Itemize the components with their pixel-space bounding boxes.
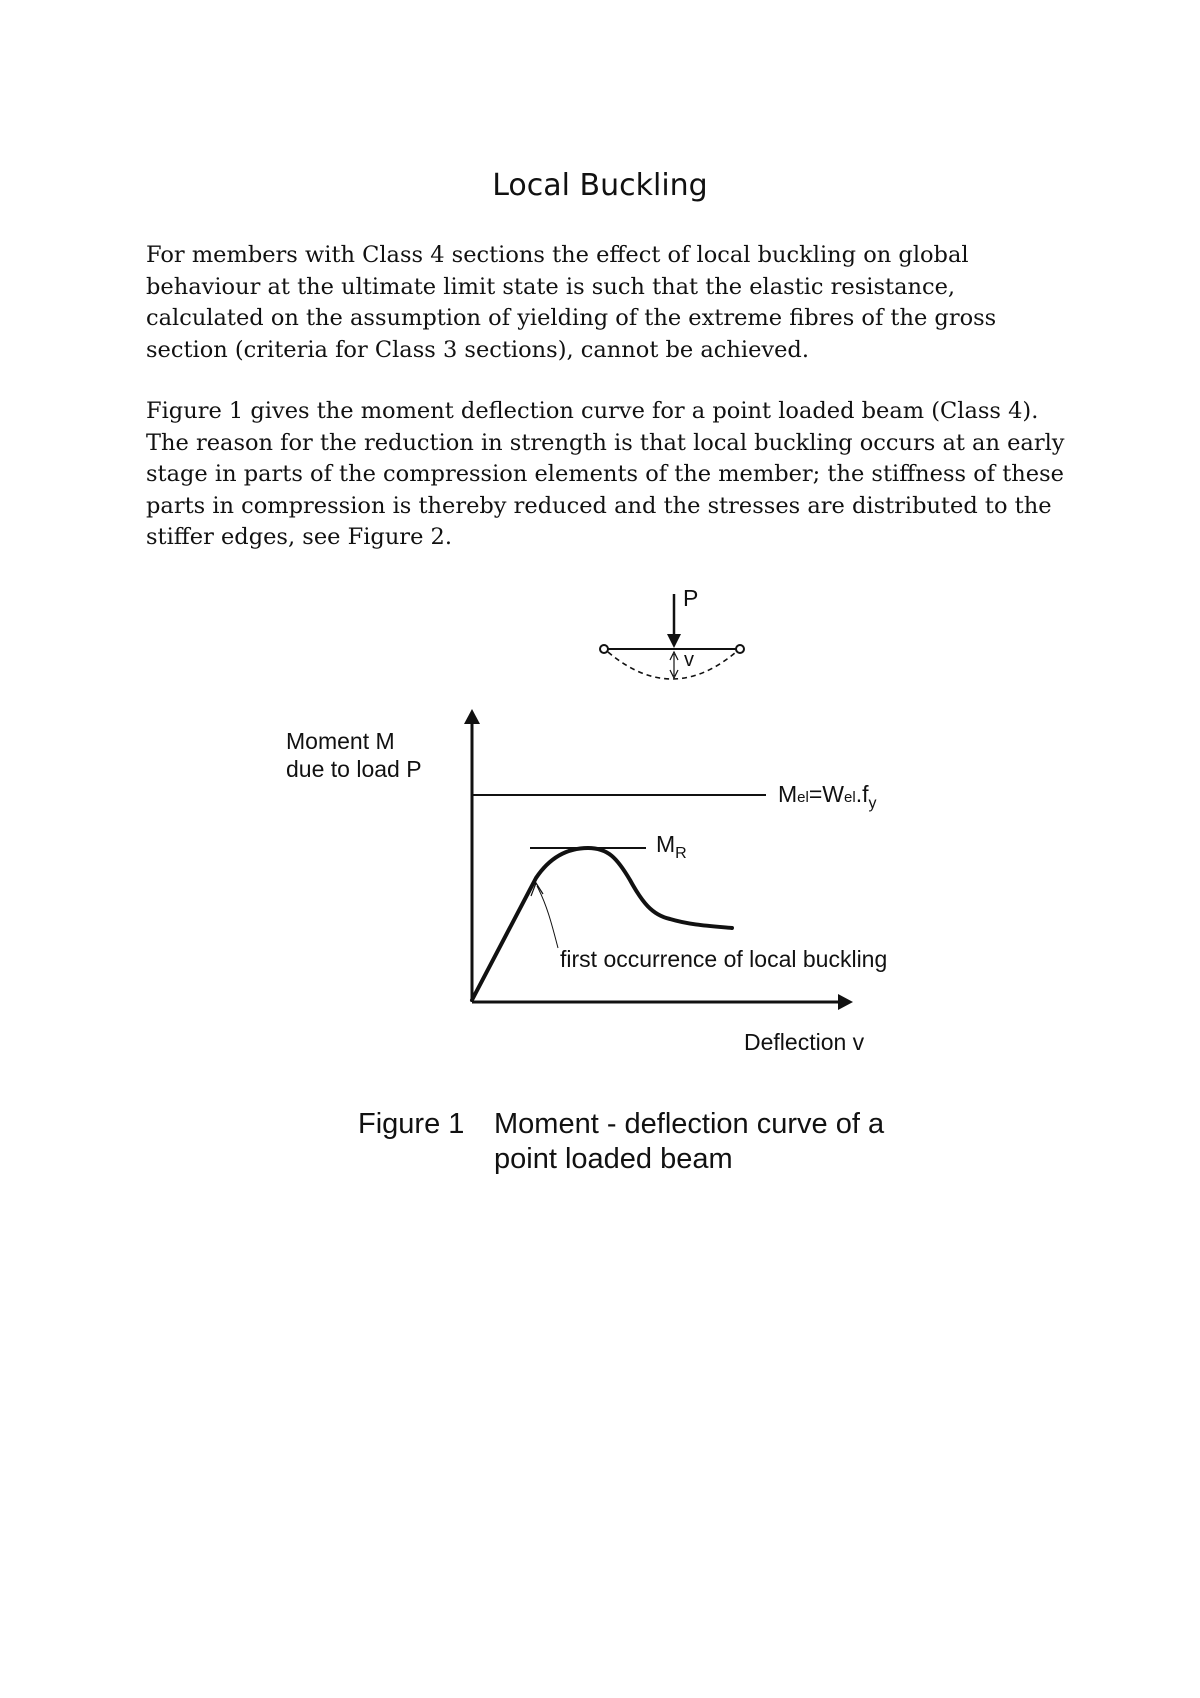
beam-sketch — [600, 585, 744, 679]
y-axis-arrow — [464, 709, 480, 724]
load-label: P — [683, 585, 699, 611]
x-axis-label: Deflection v — [744, 1029, 865, 1055]
paragraph-2: Figure 1 gives the moment deflection curve for a point loaded beam (Class 4). The reason for the reduction in strength is that local buckling occurs at an early stage in parts of the compression elements of the member; the stiffness of these parts in compression is thereby reduced and the stresses are distributed to the stiffer edges, see Figure 2. — [146, 398, 1065, 550]
x-axis-arrow — [838, 994, 853, 1010]
mel-label: $Mel=Wel.f_y$ — [778, 781, 877, 812]
moment-deflection-curve — [472, 848, 732, 1000]
load-arrow-head — [667, 634, 681, 648]
beam-support-right — [736, 645, 744, 653]
paragraph-1: For members with Class 4 sections the effect of local buckling on global behaviour at the ultimate limit state is such that the elastic resistance, calculated on the assumption of yielding of the extreme fibres of the gross section (criteria for Class 3 sections), cannot be achieved. — [146, 242, 997, 363]
annotation-text: first occurrence of local buckling — [560, 946, 888, 972]
y-axis-label-line1: Moment M — [286, 728, 395, 754]
mr-label: $M_R$ — [656, 831, 687, 862]
caption-line1: Moment - deflection curve of a — [494, 1108, 885, 1140]
caption-line2: point loaded beam — [494, 1143, 733, 1175]
beam-support-left — [600, 645, 608, 653]
deflection-symbol: v — [684, 649, 694, 671]
annotation-leader — [537, 886, 558, 948]
y-axis-label-line2: due to load P — [286, 756, 422, 782]
page-title: Local Buckling — [492, 168, 708, 203]
caption-number: Figure 1 — [358, 1108, 465, 1140]
